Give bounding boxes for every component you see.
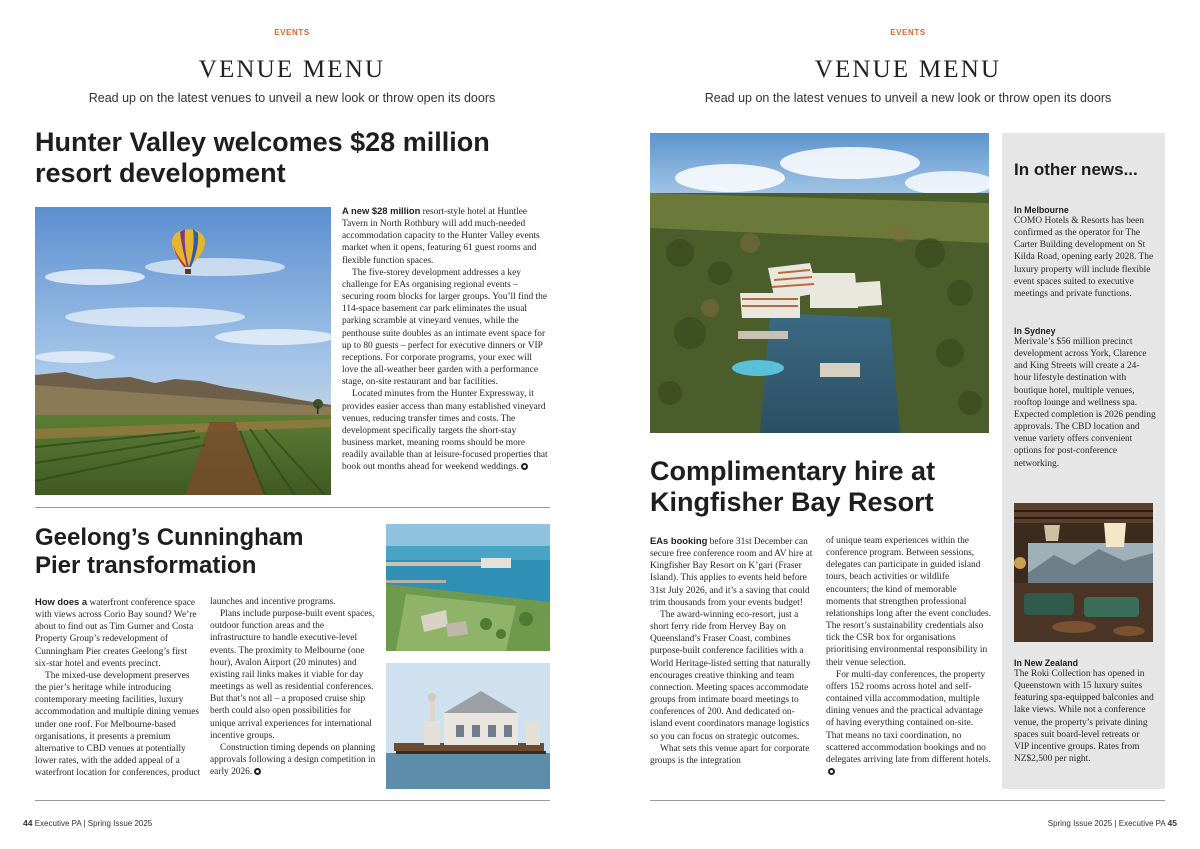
story1-p1-text: resort-style hotel at Huntlee Tavern in North Rothbury will add much-needed accommodation capacity to the Hunter Valley events market when it opens, featuring 61 guest rooms and flexible function spaces. (342, 207, 540, 266)
story2-col1 (35, 596, 201, 779)
story1-lead: A new $28 million (342, 205, 421, 216)
sidebar-item-text: Merivale’s $56 million precinct development across York, Clarence and King Streets will create a 24-hour lifestyle destination with boutique hotel, multiple venues, rooftop lounge and wellness spa. Expected completion is 2026 pending approvals. The CBD location and venue variety offers convenient options for post-conference networking. (1014, 337, 1156, 469)
story1-paragraph-3 (342, 388, 550, 473)
hunter-valley-illustration (35, 207, 331, 495)
folio-text-right: Spring Issue 2025 | Executive PA (1047, 819, 1166, 828)
story3-col2 (826, 535, 992, 778)
footer-rule-right (650, 800, 1165, 801)
sidebar-item-city: In New Zealand (1014, 658, 1079, 668)
pier-aerial-illustration (386, 524, 550, 651)
end-mark-icon (521, 463, 528, 470)
sidebar-item-city: In Melbourne (1014, 205, 1069, 215)
sidebar-item-text: COMO Hotels & Resorts has been confirmed as the operator for The Carter Building development on St Kilda Road, opening early 2028. The luxury property will include flexible event spaces suited to executive meetings and private functions. (1014, 216, 1154, 299)
sidebar-item (1014, 658, 1156, 765)
section-tag-left: EVENTS (274, 28, 310, 37)
story2-paragraph-4 (210, 742, 376, 778)
story1-paragraph-1 (342, 205, 550, 267)
roki-collection-image (1014, 503, 1153, 642)
sidebar-item (1014, 205, 1156, 300)
subheading-right: Read up on the latest venues to unveil a new look or throw open its doors (704, 91, 1112, 105)
sidebar-item (1014, 326, 1156, 470)
story3-paragraph-3: What sets this venue apart for corporate groups is the integration (650, 743, 810, 766)
pier-building-image (386, 663, 550, 789)
story1-headline-line1: Hunter Valley welcomes $28 million (35, 127, 490, 157)
story2-headline-line2: Pier transformation (35, 552, 257, 579)
story2-headline (35, 524, 375, 580)
end-mark-icon (254, 768, 261, 775)
story1-paragraph-2: The five-storey development addresses a key challenge for EAs organising regional events – securing room blocks for larger groups. You’ll find the 114-space basement car park eliminates the usual parking scramble at vineyard venues, while the penthouse suite doubles as an intimate event space for up to 80 guests – perfect for executive dinners or VIP receptions. For corporate programs, your exec will love the all-weather beer garden with a performance stage, on-site restaurant and bar facilities. (342, 267, 548, 388)
folio-text-left: Executive PA | Spring Issue 2025 (34, 819, 153, 828)
story3-paragraph-2: The award-winning eco-resort, just a short ferry ride from Hervey Bay on Queensland’s Fraser Coast, combines purpose-built conference facilities with a World Heritage-listed setting that naturally encourages creative thinking and team connection. Meeting spaces accommodate groups from intimate board meetings to conferences of 200. And dedicated on-island event coordinators manage logistics so you can focus on strategic outcomes. (650, 609, 811, 742)
kingfisher-bay-image (650, 133, 989, 433)
divider-rule-left (35, 507, 550, 508)
story1-p3-text: Located minutes from the Hunter Expressway, it provides easier access than many established vineyard venues, reducing transfer times and costs. The development specifically targets the short-stay business market, meaning rooms should be more readily available than at leisure-focused properties that book out months ahead for weekend weddings. (342, 389, 548, 473)
pier-building-illustration (386, 663, 550, 789)
story2-col2 (210, 596, 376, 778)
story3-lead: EAs booking (650, 535, 708, 546)
story3-headline-line2: Kingfisher Bay Resort (650, 487, 934, 517)
story2-paragraph-3: Plans include purpose-built event spaces, outdoor function areas and the infrastructure to handle executive-level events. The proximity to Melbourne (one hour), Avalon Airport (20 minutes) and existing rail links makes it viable for day meetings as well as residential conferences. But that’s not all – a proposed cruise ship berth could also open possibilities for unique arrival experiences for international incentive groups. (210, 609, 375, 741)
story3-headline-line1: Complimentary hire at (650, 456, 936, 486)
story3-headline (650, 456, 995, 518)
story3-paragraph-3-cont: of unique team experiences within the conference program. Between sessions, delegates can participate in guided island tours, beach activities or wildlife encounters; the kind of memorable moments that strengthen professional relationships long after the event concludes. The resort’s sustainability credentials also tick the CSR box for organisations prioritising environmental responsibility in their venue selection. (826, 536, 992, 668)
footer-rule-left (35, 800, 550, 801)
subheading-left: Read up on the latest venues to unveil a new look or throw open its doors (88, 91, 496, 105)
roki-interior-illustration (1014, 503, 1153, 642)
page-number-right: 45 (1167, 818, 1177, 828)
story1-body (342, 205, 550, 473)
end-mark-icon (828, 768, 835, 775)
story2-headline-line1: Geelong’s Cunningham (35, 524, 304, 551)
story3-col1 (650, 535, 817, 767)
story2-paragraph-2: The mixed-use development preserves the pier’s heritage while introducing contemporary meeting facilities, luxury accommodation and multiple dining venues under one roof. For Melbourne-based organisations, it presents a premium alternative to CBD venues at potentially lower rates, with the added appeal of a waterfront location for conferences, product (35, 670, 201, 779)
folio-right (1048, 818, 1177, 828)
pier-aerial-image (386, 524, 550, 651)
story3-p4-text: For multi-day conferences, the property offers 152 rooms across hotel and self-contained villa accommodation, multiple dining venues and the practical advantage of having everything contained on-site. That means no taxi coordination, no scattered accommodation bookings and no delegates arriving late from different hotels. (826, 669, 991, 765)
folio-left (23, 818, 152, 828)
kingfisher-bay-illustration (650, 133, 989, 433)
story2-paragraph-1 (35, 596, 201, 670)
story3-paragraph-1 (650, 535, 817, 609)
story1-headline-line2: resort development (35, 158, 286, 188)
sidebar-item-city: In Sydney (1014, 326, 1056, 336)
hunter-valley-image (35, 207, 331, 495)
story2-lead: How does a (35, 596, 88, 607)
story3-p1-text: before 31st December can secure free conference room and AV hire at Kingfisher Bay Resort on K’gari (Fraser Island). This applies to events held before 31st July 2026, and it’s a saving that could trim thousands from your events budget! (650, 537, 813, 608)
section-tag-right: EVENTS (890, 28, 926, 37)
story2-p1-text: waterfront conference space with views across Corio Bay sound? We’re about to find out as Tim Gurner and Costa Property Group’s redevelopment of Cunningham Pier creates Geelong’s first six-star hotel and events precinct. (35, 598, 197, 669)
sidebar-heading: In other news... (1014, 160, 1138, 179)
masthead-right: VENUE MENU (814, 56, 1002, 83)
story1-headline (35, 127, 555, 189)
story2-paragraph-2-cont: launches and incentive programs. (210, 597, 336, 607)
sidebar-item-text: The Roki Collection has opened in Queenstown with 15 luxury suites featuring spa-equipped balconies and lake views. While not a conference venue, the property’s private dining spaces suit board-level retreats or VIP incentive groups. Rates from NZ$2,500 per night. (1014, 669, 1154, 765)
page-number-left: 44 (23, 818, 33, 828)
masthead-left: VENUE MENU (198, 56, 386, 83)
story2-p4-text: Construction timing depends on planning approvals following a design competition in early 2026. (210, 742, 376, 778)
story3-paragraph-4 (826, 669, 992, 778)
